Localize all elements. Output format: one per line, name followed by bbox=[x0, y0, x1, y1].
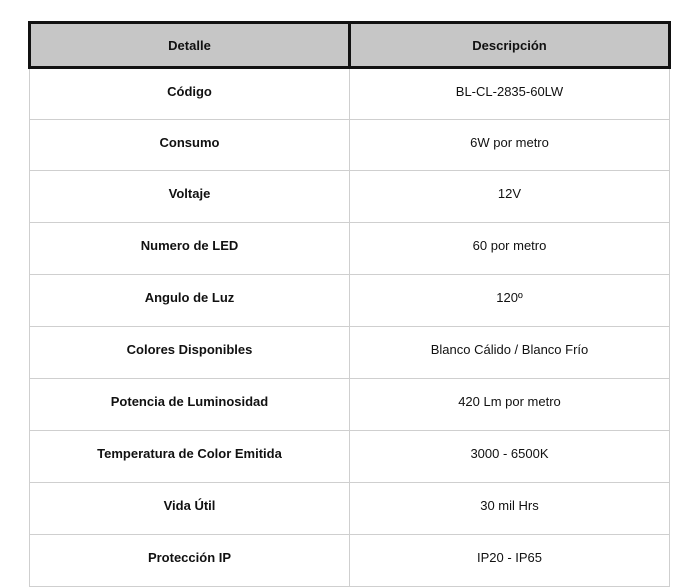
row-label: Numero de LED bbox=[30, 223, 350, 275]
row-label: Potencia de Luminosidad bbox=[30, 379, 350, 431]
row-value: 6W por metro bbox=[350, 120, 670, 171]
row-value: 3000 - 6500K bbox=[350, 431, 670, 483]
table-row bbox=[30, 171, 670, 223]
table-row bbox=[30, 275, 670, 327]
header-descripcion: Descripción bbox=[350, 23, 670, 68]
row-value: 60 por metro bbox=[350, 223, 670, 275]
row-label: Consumo bbox=[30, 120, 350, 171]
row-label: Vida Útil bbox=[30, 483, 350, 535]
table-header-row bbox=[30, 23, 670, 68]
row-value: 30 mil Hrs bbox=[350, 483, 670, 535]
row-label: Angulo de Luz bbox=[30, 275, 350, 327]
row-label: Temperatura de Color Emitida bbox=[30, 431, 350, 483]
table-row bbox=[30, 327, 670, 379]
row-value: 12V bbox=[350, 171, 670, 223]
table-row bbox=[30, 379, 670, 431]
row-label: Código bbox=[30, 68, 350, 120]
row-label: Colores Disponibles bbox=[30, 327, 350, 379]
row-label: Voltaje bbox=[30, 171, 350, 223]
table-row bbox=[30, 68, 670, 120]
spec-table bbox=[28, 21, 671, 587]
table-row bbox=[30, 483, 670, 535]
row-value: BL-CL-2835-60LW bbox=[350, 68, 670, 120]
row-value: 420 Lm por metro bbox=[350, 379, 670, 431]
row-value: 120º bbox=[350, 275, 670, 327]
table-row bbox=[30, 120, 670, 171]
table-row bbox=[30, 535, 670, 587]
row-value: Blanco Cálido / Blanco Frío bbox=[350, 327, 670, 379]
row-value: IP20 - IP65 bbox=[350, 535, 670, 587]
header-detalle: Detalle bbox=[30, 23, 350, 68]
row-label: Protección IP bbox=[30, 535, 350, 587]
table-row bbox=[30, 223, 670, 275]
table-row bbox=[30, 431, 670, 483]
